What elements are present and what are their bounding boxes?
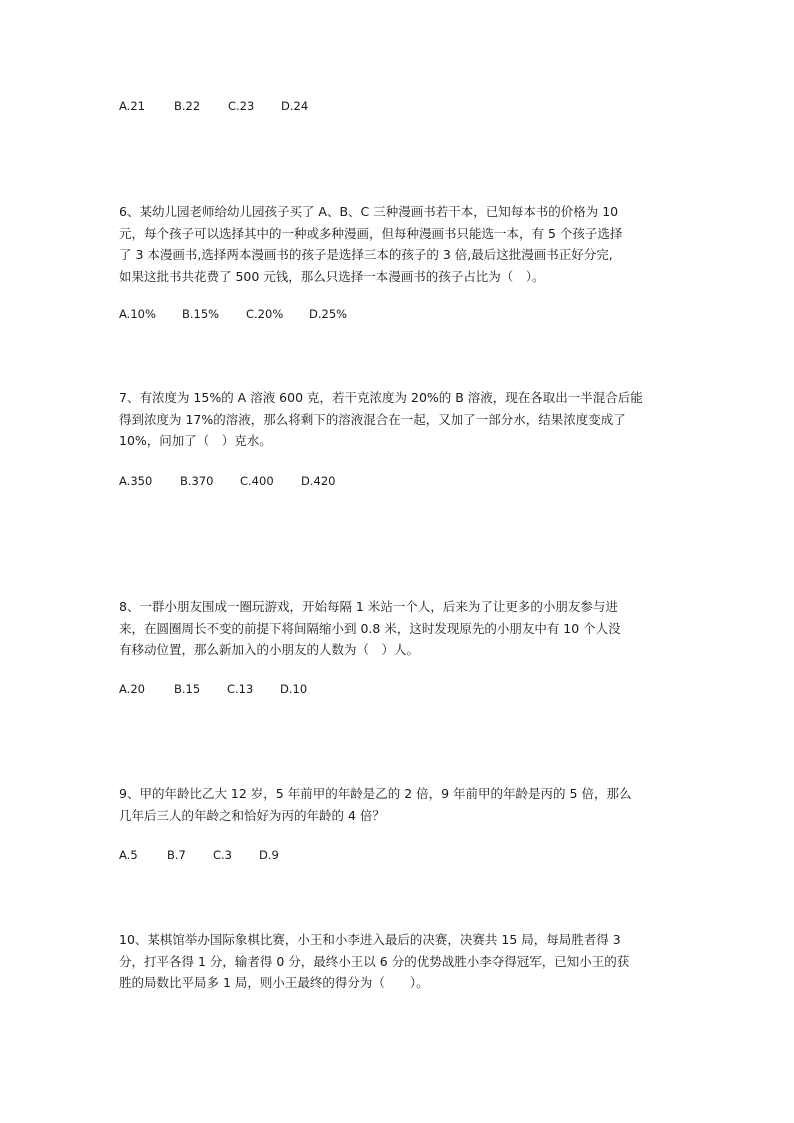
question-8-options-block (119, 681, 675, 697)
question-line: 分，打平各得 1 分，输者得 0 分，最终小王以 6 分的优势战胜小李夺得冠军，已知小王的获 (119, 953, 630, 969)
question-8-text (119, 596, 675, 661)
option-a: A.5 (119, 848, 138, 862)
question-9-options-block (119, 847, 675, 863)
question-5-options (119, 98, 675, 114)
question-line: 6、某幼儿园老师给幼儿园孩子买了 A、B、C 三种漫画书若干本，已知每本书的价格为 10 (119, 204, 619, 219)
question-line: 几年后三人的年龄之和恰好为丙的年龄的 4 倍？ (119, 807, 385, 823)
option-d: D.9 (259, 848, 279, 862)
question-line: 来，在圆圈周长不变的前提下将间隔缩小到 0.8 米，这时发现原先的小朋友中有 10 个人没 (119, 620, 621, 636)
question-line: 10%，问加了（ ）克水。 (119, 433, 272, 448)
option-b: B.15 (174, 682, 201, 696)
option-d: D.25% (309, 307, 348, 321)
question-line: 得到浓度为 17%的溶液，那么将剩下的溶液混合在一起，又加了一部分水，结果浓度变成了 (119, 411, 626, 427)
option-c: C.400 (240, 474, 274, 488)
question-7-block (119, 387, 675, 452)
option-a: A.350 (119, 474, 153, 488)
question-7-text (119, 387, 675, 452)
option-c: C.13 (227, 682, 254, 696)
option-d: D.420 (301, 474, 336, 488)
option-b: B.370 (180, 474, 214, 488)
option-a: A.10% (119, 307, 156, 321)
question-7-options (119, 473, 675, 489)
question-6-text (119, 201, 675, 287)
option-a: A.20 (119, 682, 145, 696)
option-c: C.23 (228, 99, 255, 113)
option-a: A.21 (119, 99, 145, 113)
question-5-block (119, 98, 675, 114)
option-b: B.15% (182, 307, 220, 321)
question-line: 有移动位置，那么新加入的小朋友的人数为（ ）人。 (119, 642, 420, 657)
option-c: C.20% (246, 307, 284, 321)
question-10-block (119, 929, 675, 994)
question-10-text (119, 929, 675, 994)
option-d: D.24 (281, 99, 309, 113)
question-line: 7、有浓度为 15%的 A 溶液 600 克，若干克浓度为 20%的 B 溶液，现在各取出一半混合后能 (119, 390, 643, 405)
question-line: 了 3 本漫画书,选择两本漫画书的孩子是选择三本的孩子的 3 倍,最后这批漫画书正好分完, (119, 247, 613, 262)
question-7-options-block (119, 473, 675, 489)
option-c: C.3 (213, 848, 233, 862)
option-b: B.7 (167, 848, 186, 862)
question-6-block (119, 201, 675, 287)
question-line: 胜的局数比平局多 1 局，则小王最终的得分为（ ）。 (119, 975, 429, 990)
question-6-options (119, 306, 675, 322)
option-d: D.10 (280, 682, 308, 696)
question-line: 10、某棋馆举办国际象棋比赛，小王和小李进入最后的决赛，决赛共 15 局，每局胜者得 3 (119, 932, 621, 947)
question-6-options-block (119, 306, 675, 322)
question-9-options (119, 847, 675, 863)
question-line: 元，每个孩子可以选择其中的一种或多种漫画，但每种漫画书只能选一本，有 5 个孩子选择 (119, 225, 623, 241)
question-8-block (119, 596, 675, 661)
option-b: B.22 (174, 99, 201, 113)
question-line: 8、一群小朋友围成一圈玩游戏，开始每隔 1 米站一个人，后来为了让更多的小朋友参与进 (119, 599, 618, 614)
question-9-text (119, 783, 675, 826)
question-line: 如果这批书共花费了 500 元钱，那么只选择一本漫画书的孩子占比为（ ）。 (119, 268, 545, 284)
question-9-block (119, 783, 675, 826)
question-8-options (119, 681, 675, 697)
question-line: 9、甲的年龄比乙大 12 岁，5 年前甲的年龄是乙的 2 倍，9 年前甲的年龄是丙的 5 倍，那么 (119, 786, 632, 801)
